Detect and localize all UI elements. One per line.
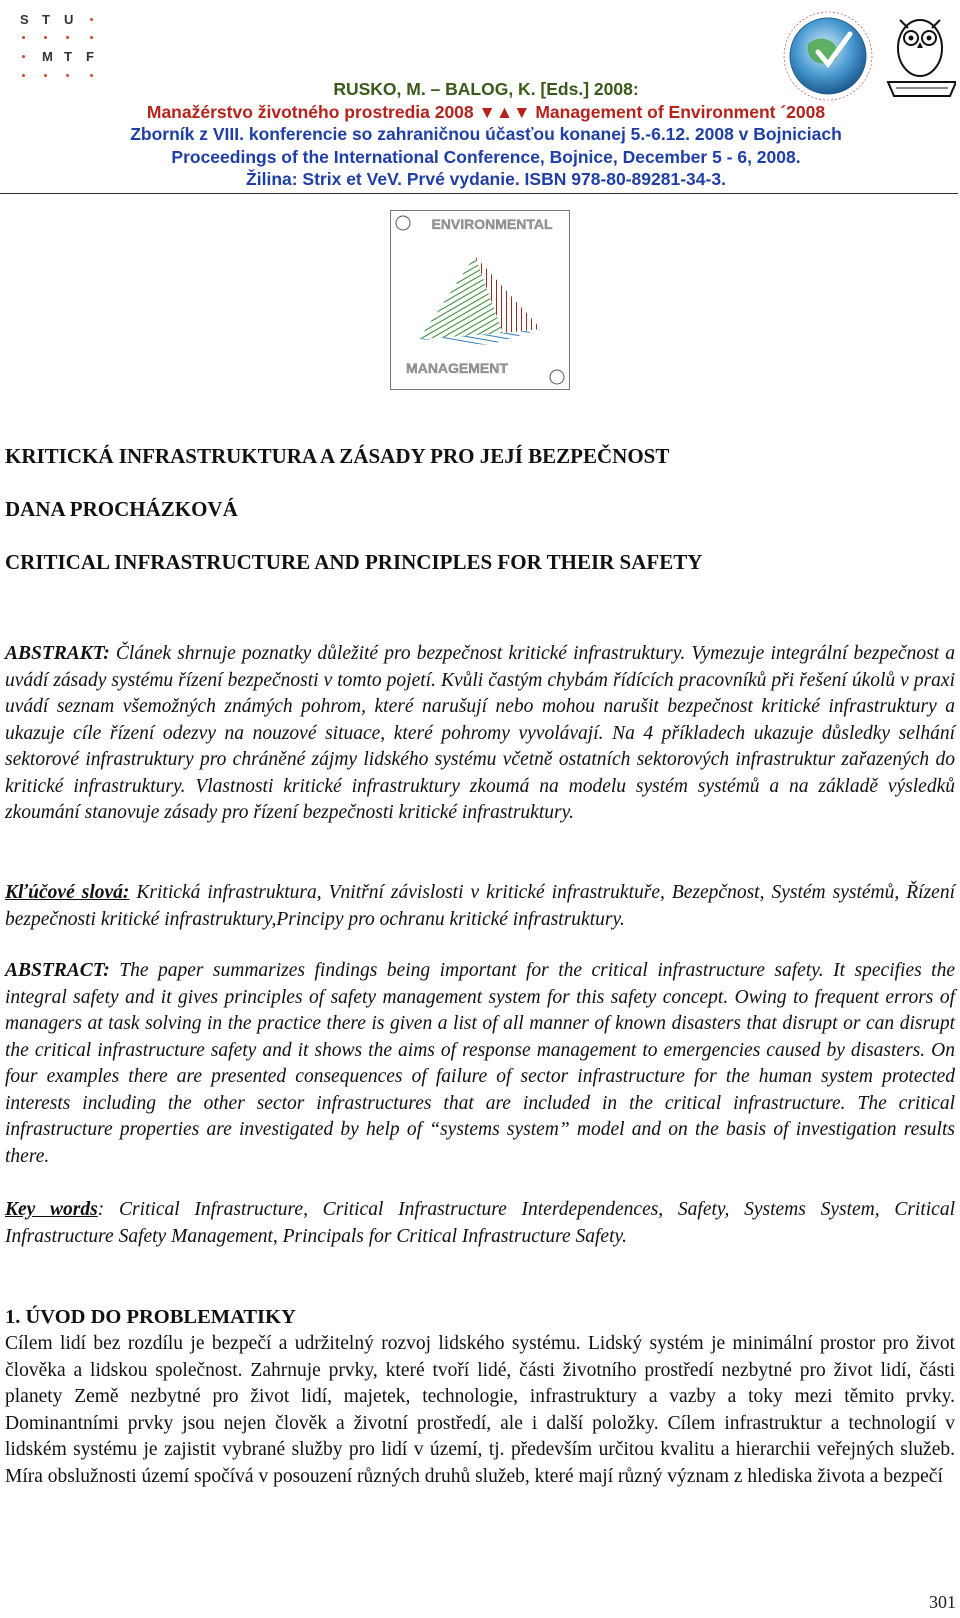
section-heading: 1. ÚVOD DO PROBLEMATIKY (5, 1306, 296, 1328)
environmental-management-logo (390, 210, 570, 390)
logo-dot (90, 74, 93, 77)
logo-letter-u: U (64, 12, 74, 27)
logo-letter-m: M (42, 49, 53, 64)
article-title-en: CRITICAL INFRASTRUCTURE AND PRINCIPLES FOR THEIR SAFETY (5, 550, 703, 574)
env-logo-top-label: ENVIRONMENTAL (431, 216, 553, 232)
klucove-slova-label: Kľúčové slová: (5, 882, 130, 903)
article-title-cz: KRITICKÁ INFRASTRUKTURA A ZÁSADY PRO JEJÍ BEZPEČNOST (5, 444, 670, 468)
keywords-text: : Critical Infrastructure, Critical Infrastructure Interdependences, Safety, Systems System, Critical Infrastructure Safety Management, Principals for Critical Infrastructure Safety. (5, 1199, 956, 1247)
logo-dot (22, 36, 25, 39)
keywords-label: Key words (5, 1199, 98, 1220)
logo-letter-s: S (20, 12, 29, 27)
keywords-paragraph (5, 1197, 955, 1250)
logo-dot (66, 74, 69, 77)
env-logo-bottom-label: MANAGEMENT (406, 360, 508, 376)
citation-conference-en: Proceedings of the International Conference, Bojnice, December 5 - 6, 2008. (171, 146, 801, 167)
abstract-text: The paper summarizes findings being important for the critical infrastructure safety. It specifies the integral safety and it gives principles of safety management system for this safety concept. Owing to frequent errors of managers at task solving in the practice there is given a list of all manner of known disasters that disrupt or can disrupt the critical infrastructure safety and it shows the aims of response management to emergencies caused by disasters. On four examples there are presented consequences of failure of sector infrastructure for the human system protected interests including the other sector infrastructures that are included in the critical infrastructure. The critical infrastructure properties are investigated by help of “systems system” model and on the basis of investigation results there. (5, 960, 955, 1167)
logo-letter-f: F (86, 49, 94, 64)
citation-publisher: Žilina: Strix et VeV. Prvé vydanie. ISBN 978-80-89281-34-3. (246, 169, 726, 189)
section-body: Cílem lidí bez rozdílu je bezpečí a udržitelný rozvoj lidského systému. Lidský systém je minimální prostor pro život člověka a lidskou společnost. Zahrnuje prvky, které tvoří lidé, části životního prostředí nezbytné pro život lidí, části planety Země nezbytné pro život lidí, majetek, technologie, infrastruktury a vazby a toky mezi těmito prvky. Dominantními prvky jsou nejen člověk a životní prostředí, ale i další položky. Cílem infrastruktur a technologií v lidském systému je zajistit vybrané služby pro lidí v území, tj. především určitou kvalitu a hierarchii veřejných služeb. Míra obslužnosti území spočívá v posouzení různých druhů služeb, které mají různý význam z hlediska života a bezpečí (5, 1333, 955, 1487)
logo-dot (22, 74, 25, 77)
logo-letter-t: T (42, 12, 50, 27)
triangle-hatch-icon (391, 211, 569, 389)
page-number: 301 (929, 1592, 956, 1612)
header-divider (0, 193, 958, 194)
abstrakt-label: ABSTRAKT: (5, 643, 110, 664)
logo-dot (44, 74, 47, 77)
abstrakt-text: Článek shrnuje poznatky důležité pro bezpečnost kritické infrastruktury. Vymezuje integrální bezpečnost a uvádí zásady systému řízení bezpečnosti v tomto pojetí. Kvůli častým chybám řídících pracovníků při řešení úkolů v praxi uvádí seznam všemožných známých pohrom, které narušují nebo mohou narušit bezpečnost kritické infrastruktury a ukazuje cíle řízení odezvy na nouzové situace, které pohromy vyvolávají. Na 4 příkladech ukazuje důsledky selhání sektorové infrastruktury pro chráněné zájmy lidského systému včetně ostatních sektorových infrastruktur zařazených do kritické infrastruktury. Vlastnosti kritické infrastruktury zkoumá na modelu systém systémů a na základě výsledků zkoumání stanovuje zásady pro řízení bezpečnosti kritické infrastruktury. (5, 643, 955, 823)
abstract-paragraph (5, 958, 955, 1170)
citation-conference-sk: Zborník z VIII. konferencie so zahraničnou účasťou konanej 5.-6.12. 2008 v Bojniciach (130, 124, 842, 144)
logo-dot (90, 18, 93, 21)
klucove-slova-text: Kritická infrastruktura, Vnitřní závislosti v kritické infrastruktuře, Bezepčnost, Systém systémů, Řízení bezpečnosti kritické infrastruktury,Principy pro ochranu kritické infrastruktury. (5, 882, 956, 930)
logo-dot (66, 36, 69, 39)
logo-dot (90, 36, 93, 39)
citation-header (76, 78, 896, 191)
article-author: DANA PROCHÁZKOVÁ (5, 497, 238, 521)
logo-dot (44, 36, 47, 39)
abstract-label: ABSTRACT: (5, 960, 110, 981)
citation-editors: RUSKO, M. – BALOG, K. [Eds.] 2008: (333, 79, 639, 99)
klucove-slova-paragraph (5, 880, 955, 933)
logo-letter-t2: T (64, 49, 72, 64)
logo-dot (22, 55, 25, 58)
citation-proceedings-title: Manažérstvo životného prostredia 2008 ▼▲▼ Management of Environment ´2008 (146, 101, 826, 122)
abstrakt-paragraph (5, 641, 955, 827)
